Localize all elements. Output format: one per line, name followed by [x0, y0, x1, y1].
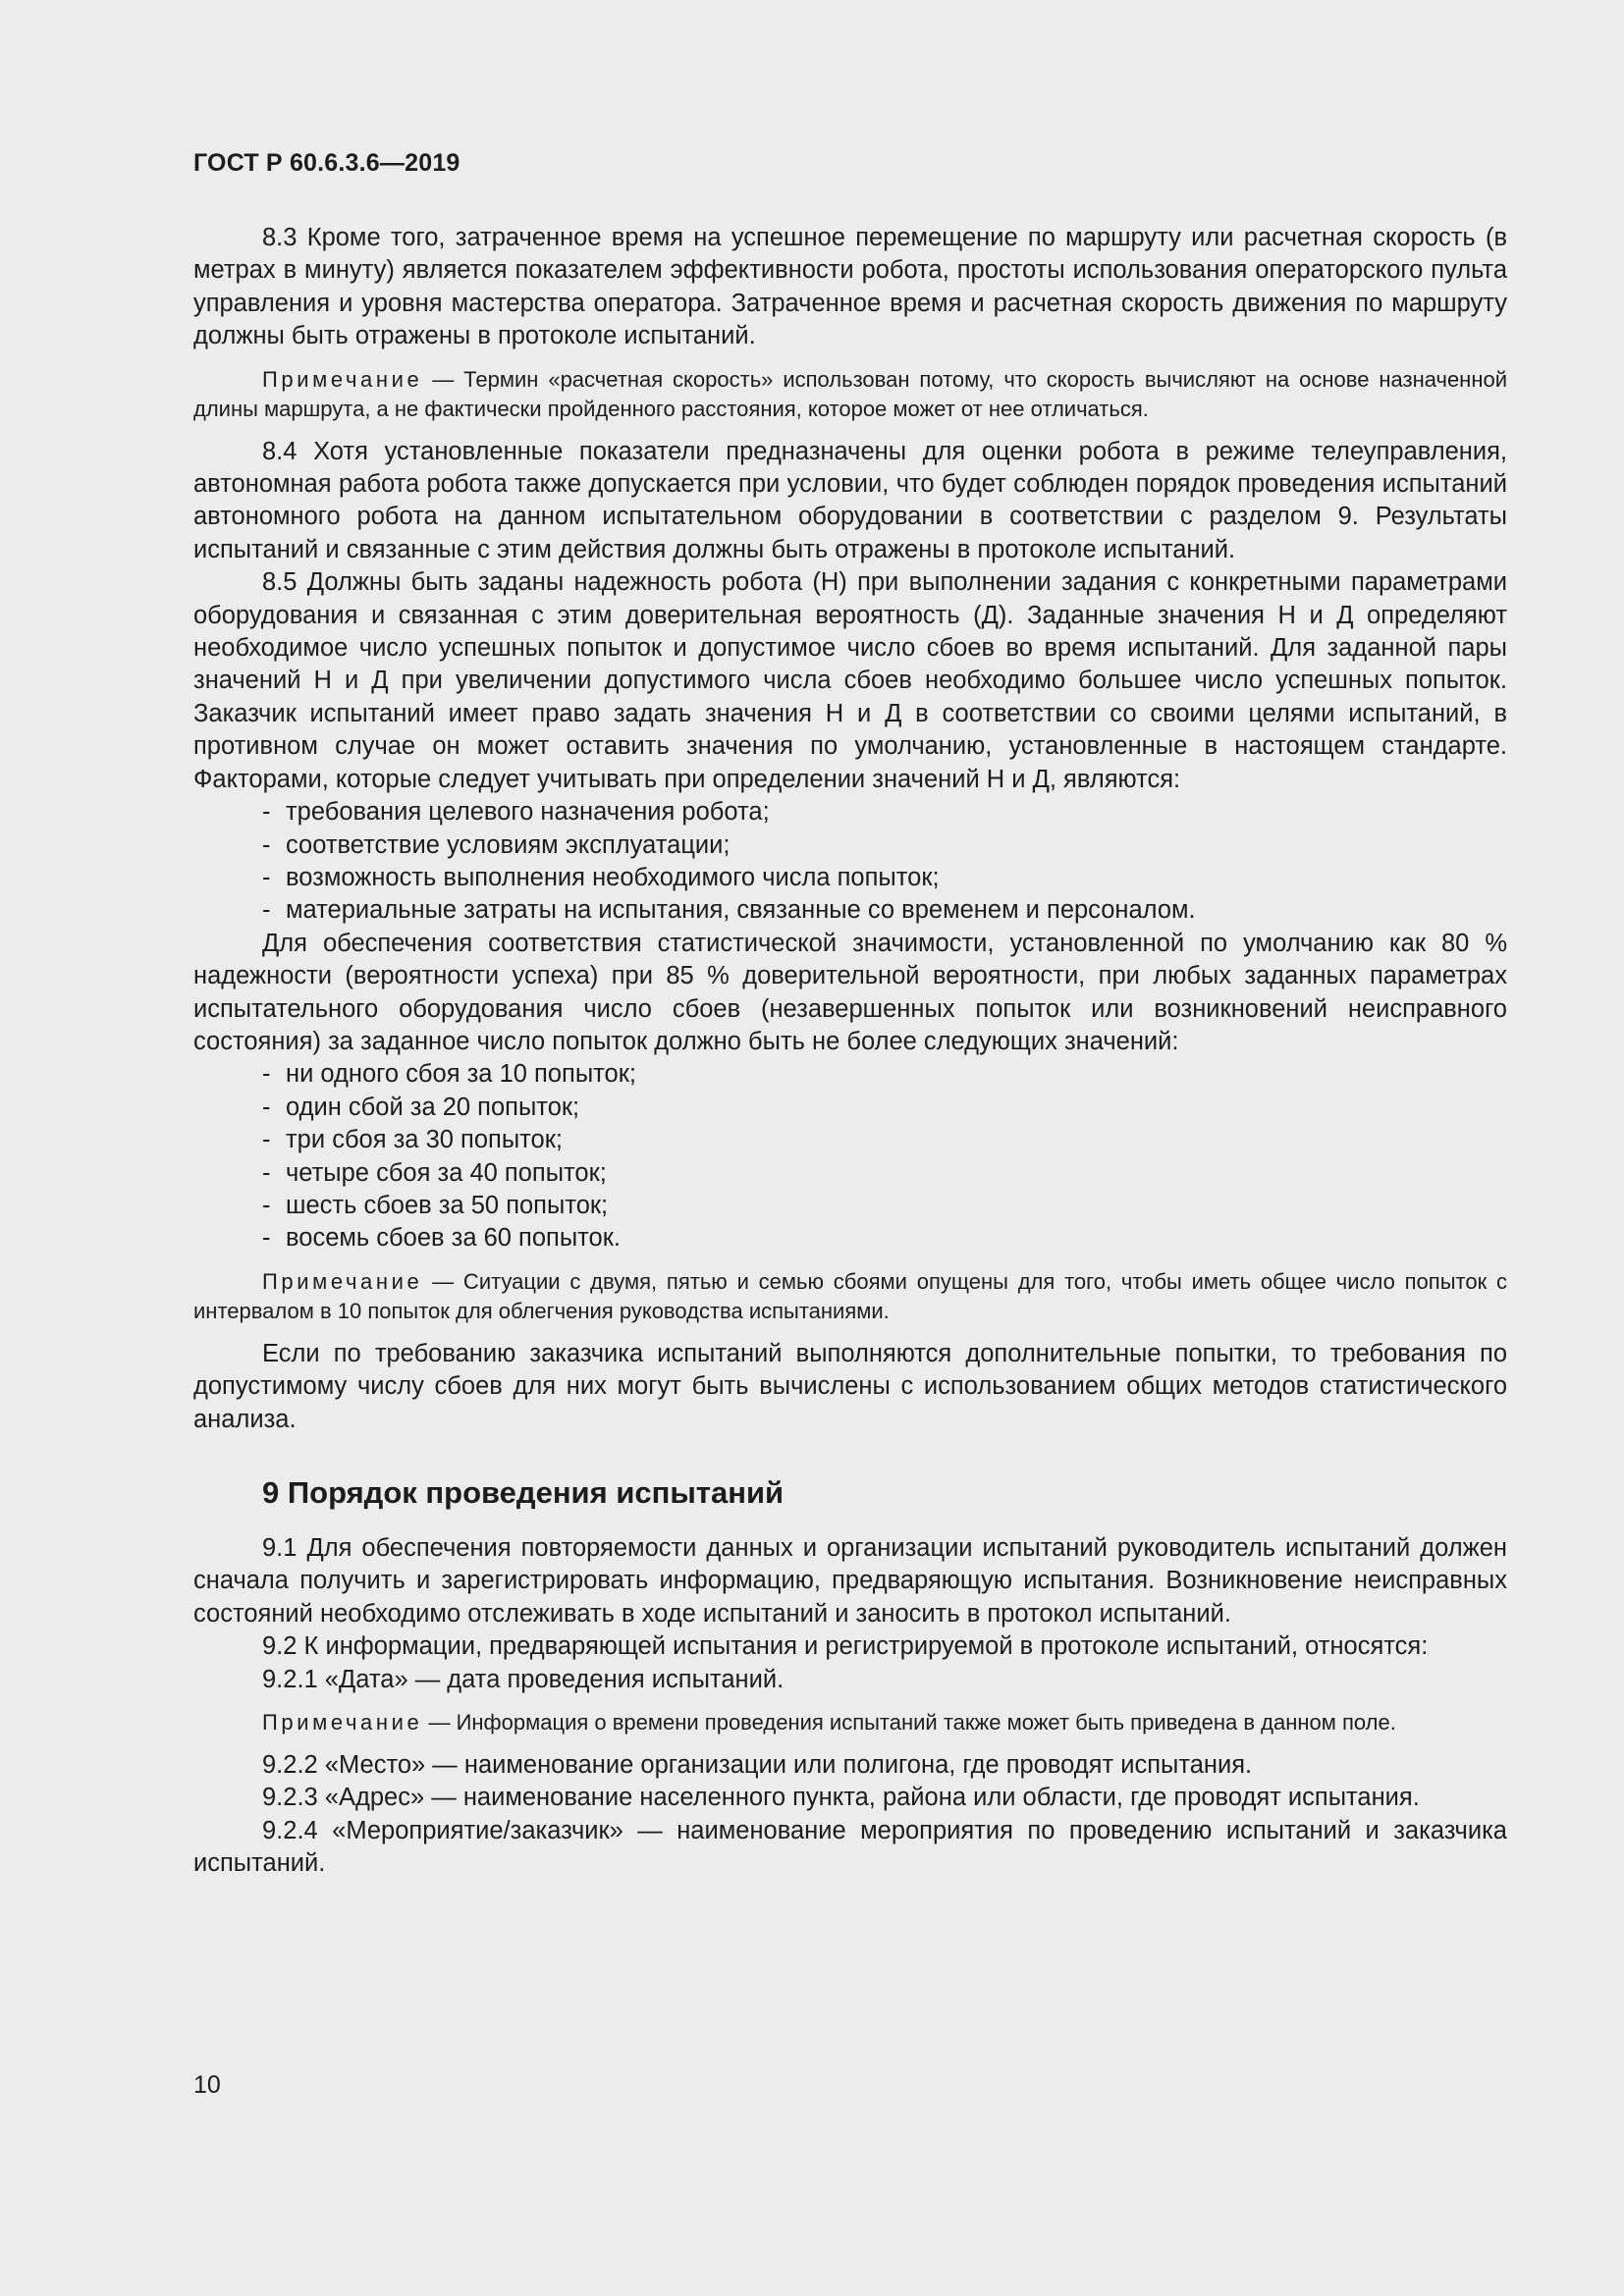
page-number: 10 [193, 2071, 221, 2099]
note-label: Примечание [262, 1268, 423, 1294]
dash-marker: - [262, 798, 271, 827]
list-item [193, 1058, 1507, 1091]
paragraph-9-2-2: 9.2.2 «Место» — наименование организации или полигона, где проводят испытания. [262, 1751, 1253, 1780]
dash-marker: - [262, 1158, 271, 1187]
paragraph-9-2-1: 9.2.1 «Дата» — дата проведения испытаний. [262, 1665, 785, 1693]
standard-header: ГОСТ Р 60.6.3.6—2019 [193, 149, 460, 177]
list-item-text: восемь сбоев за 60 попыток. [286, 1224, 621, 1253]
note-2 [193, 1267, 1507, 1326]
failure-limits-list [193, 1058, 1507, 1255]
list-item-text: один сбой за 20 попыток; [286, 1093, 580, 1121]
dash-marker: - [262, 1126, 271, 1154]
paragraph-statistical-significance: Для обеспечения соответствия статистической значимости, установленной по умолчанию как 80 % надежности (вероятности успеха) при 85 % доверительной вероятности, при любых заданных параметрах испытательного оборудования число сбоев (незавершенных попыток или возникновений неисправного состояния) за заданное число попыток должно быть не более следующих значений: [193, 929, 1507, 1055]
factors-list [193, 796, 1507, 928]
paragraph-8-3: 8.3 Кроме того, затраченное время на успешное перемещение по маршруту или расчетная скорость (в метрах в минуту) является показателем эффективности робота, простоты использования операторского пульта управления и уровня мастерства оператора. Затраченное время и расчетная скорость движения по маршруту должны быть отражены в протоколе испытаний. [193, 224, 1507, 350]
list-item [193, 1157, 1507, 1190]
list-item [193, 1124, 1507, 1156]
dash-marker: - [262, 896, 271, 925]
dash-marker: - [262, 830, 271, 859]
dash-marker: - [262, 863, 271, 891]
list-item-text: материальные затраты на испытания, связанные со временем и персоналом. [286, 896, 1196, 925]
list-item [193, 796, 1507, 828]
note-text: — Термин «расчетная скорость» использован потому, что скорость вычисляют на основе назначенной длины маршрута, а не фактически пройденного расстояния, которое может от нее отличаться. [193, 366, 1507, 421]
dash-marker: - [262, 1060, 271, 1089]
list-item [193, 1092, 1507, 1124]
list-item [193, 829, 1507, 862]
list-item [193, 1222, 1507, 1255]
paragraph-8-4: 8.4 Хотя установленные показатели предназначены для оценки робота в режиме телеуправления, автономная работа робота также допускается при условии, что будет соблюден порядок проведения испытаний автономного робота на данном испытательном оборудовании в соответствии с разделом 9. Результаты испытаний и связанные с этим действия должны быть отражены в протоколе испытаний. [193, 437, 1507, 563]
paragraph-extra-attempts: Если по требованию заказчика испытаний выполняются дополнительные попытки, то требования по допустимому числу сбоев для них могут быть вычислены с использованием общих методов статистического анализа. [193, 1339, 1507, 1433]
dash-marker: - [262, 1224, 271, 1253]
section-9-title: 9 Порядок проведения испытаний [262, 1475, 785, 1510]
note-label: Примечание [262, 1710, 423, 1735]
list-item [193, 1190, 1507, 1222]
list-item-text: ни одного сбоя за 10 попыток; [286, 1060, 636, 1089]
paragraph-9-2: 9.2 К информации, предваряющей испытания и регистрируемой в протоколе испытаний, относятся: [262, 1632, 1429, 1661]
paragraph-9-1: 9.1 Для обеспечения повторяемости данных и организации испытаний руководитель испытаний должен сначала получить и зарегистрировать информацию, предваряющую испытания. Возникновение неисправных состояний необходимо отслеживать в ходе испытаний и заносить в протокол испытаний. [193, 1534, 1507, 1628]
list-item [193, 862, 1507, 894]
dash-marker: - [262, 1191, 271, 1219]
paragraph-8-5: 8.5 Должны быть заданы надежность робота (Н) при выполнении задания с конкретными параметрами оборудования и связанная с этим доверительная вероятность (Д). Заданные значения Н и Д определяют необходимое число успешных попыток и допустимое число сбоев во время испытаний. Для заданной пары значений Н и Д при увеличении допустимого числа сбоев необходимо большее число успешных попыток. Заказчик испытаний имеет право задать значения Н и Д в соответствии со своими целями испытаний, в противном случае он может оставить значения по умолчанию, установленные в настоящем стандарте. Факторами, которые следует учитывать при определении значений Н и Д, являются: [193, 568, 1507, 793]
dash-marker: - [262, 1093, 271, 1121]
list-item-text: четыре сбоя за 40 попыток; [286, 1158, 607, 1187]
list-item-text: соответствие условиям эксплуатации; [286, 830, 731, 859]
page-content [193, 222, 1507, 1881]
list-item-text: возможность выполнения необходимого числа попыток; [286, 863, 940, 891]
paragraph-9-2-3: 9.2.3 «Адрес» — наименование населенного пункта, района или области, где проводят испытания. [262, 1784, 1420, 1812]
note-3 [193, 1708, 1507, 1737]
note-text: — Ситуации с двумя, пятью и семью сбоями опущены для того, чтобы иметь общее число попыток с интервалом в 10 попыток для облегчения руководства испытаниями. [193, 1268, 1507, 1323]
list-item [193, 894, 1507, 927]
list-item-text: три сбоя за 30 попыток; [286, 1126, 563, 1154]
list-item-text: требования целевого назначения робота; [286, 798, 770, 827]
note-label: Примечание [262, 366, 423, 392]
note-text: — Информация о времени проведения испытаний также может быть приведена в данном поле. [422, 1710, 1396, 1735]
list-item-text: шесть сбоев за 50 попыток; [286, 1191, 609, 1219]
paragraph-9-2-4: 9.2.4 «Мероприятие/заказчик» — наименование мероприятия по проведению испытаний и заказчика испытаний. [193, 1816, 1507, 1878]
note-1 [193, 365, 1507, 424]
